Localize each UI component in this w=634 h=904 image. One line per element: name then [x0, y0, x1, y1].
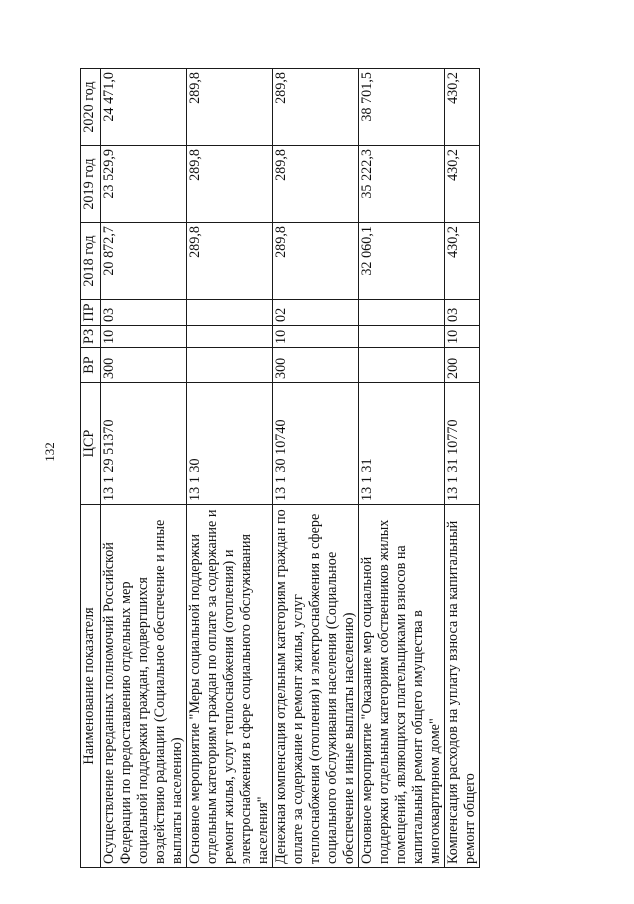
table-header-row	[81, 69, 101, 868]
cell-2019: 289,8	[273, 146, 359, 223]
cell-2019: 289,8	[187, 146, 273, 223]
cell-pr	[187, 300, 273, 326]
header-2019: 2019 год	[81, 146, 101, 223]
cell-csr: 13 1 31 10770	[445, 383, 480, 505]
cell-2018: 20 872,7	[101, 223, 187, 300]
table-row	[359, 69, 445, 868]
cell-rz	[359, 326, 445, 348]
table-row	[187, 69, 273, 868]
cell-csr: 13 1 30	[187, 383, 273, 505]
cell-2020: 38 701,5	[359, 69, 445, 146]
header-2018: 2018 год	[81, 223, 101, 300]
cell-vr: 300	[101, 348, 187, 383]
cell-2018: 430,2	[445, 223, 480, 300]
cell-csr: 13 1 31	[359, 383, 445, 505]
rotated-table-container	[80, 68, 610, 868]
cell-2020: 24 471,0	[101, 69, 187, 146]
cell-rz: 10	[445, 326, 480, 348]
cell-name: Денежная компенсация отдельным категориям граждан по оплате за содержание и ремонт жилья, услуг теплоснабжения (отопления) и электроснабжения в сфере социального обслуживания населения (Социальное обеспечение и иные выплаты населению)	[273, 505, 359, 868]
budget-table	[80, 68, 480, 868]
cell-2018: 289,8	[187, 223, 273, 300]
cell-name: Основное мероприятие "Оказание мер социальной поддержки отдельным категориям собственников жилых помещений, являющихся плательщиками взносов на капитальный ремонт общего имущества в многоквартирном доме"	[359, 505, 445, 868]
table-row	[273, 69, 359, 868]
cell-name: Компенсация расходов на уплату взноса на капитальный ремонт общего	[445, 505, 480, 868]
cell-2018: 289,8	[273, 223, 359, 300]
cell-csr: 13 1 29 51370	[101, 383, 187, 505]
cell-name: Основное мероприятие "Меры социальной поддержки отдельным категориям граждан по оплате за содержание и ремонт жилья, услуг теплоснабжения (отопления) и электроснабжения в сфере социального обслуживания населения"	[187, 505, 273, 868]
cell-csr: 13 1 30 10740	[273, 383, 359, 505]
table-row	[101, 69, 187, 868]
cell-rz	[187, 326, 273, 348]
header-pr: ПР	[81, 300, 101, 326]
cell-pr: 02	[273, 300, 359, 326]
cell-2020: 430,2	[445, 69, 480, 146]
header-2020: 2020 год	[81, 69, 101, 146]
page-number: 132	[42, 442, 57, 462]
cell-pr: 03	[101, 300, 187, 326]
cell-pr: 03	[445, 300, 480, 326]
table-row	[445, 69, 480, 868]
header-rz: РЗ	[81, 326, 101, 348]
cell-2019: 23 529,9	[101, 146, 187, 223]
cell-2020: 289,8	[273, 69, 359, 146]
cell-2019: 35 222,3	[359, 146, 445, 223]
cell-vr	[359, 348, 445, 383]
cell-rz: 10	[101, 326, 187, 348]
cell-vr	[187, 348, 273, 383]
cell-vr: 300	[273, 348, 359, 383]
cell-name: Осуществление переданных полномочий Российской Федерации по предоставлению отдельных мер социальной поддержки граждан, подвергшихся воздействию радиации (Социальное обеспечение и иные выплаты населению)	[101, 505, 187, 868]
cell-pr	[359, 300, 445, 326]
cell-rz: 10	[273, 326, 359, 348]
cell-2019: 430,2	[445, 146, 480, 223]
cell-2018: 32 060,1	[359, 223, 445, 300]
cell-vr: 200	[445, 348, 480, 383]
header-vr: ВР	[81, 348, 101, 383]
header-csr: ЦСР	[81, 383, 101, 505]
header-name: Наименование показателя	[81, 505, 101, 868]
cell-2020: 289,8	[187, 69, 273, 146]
